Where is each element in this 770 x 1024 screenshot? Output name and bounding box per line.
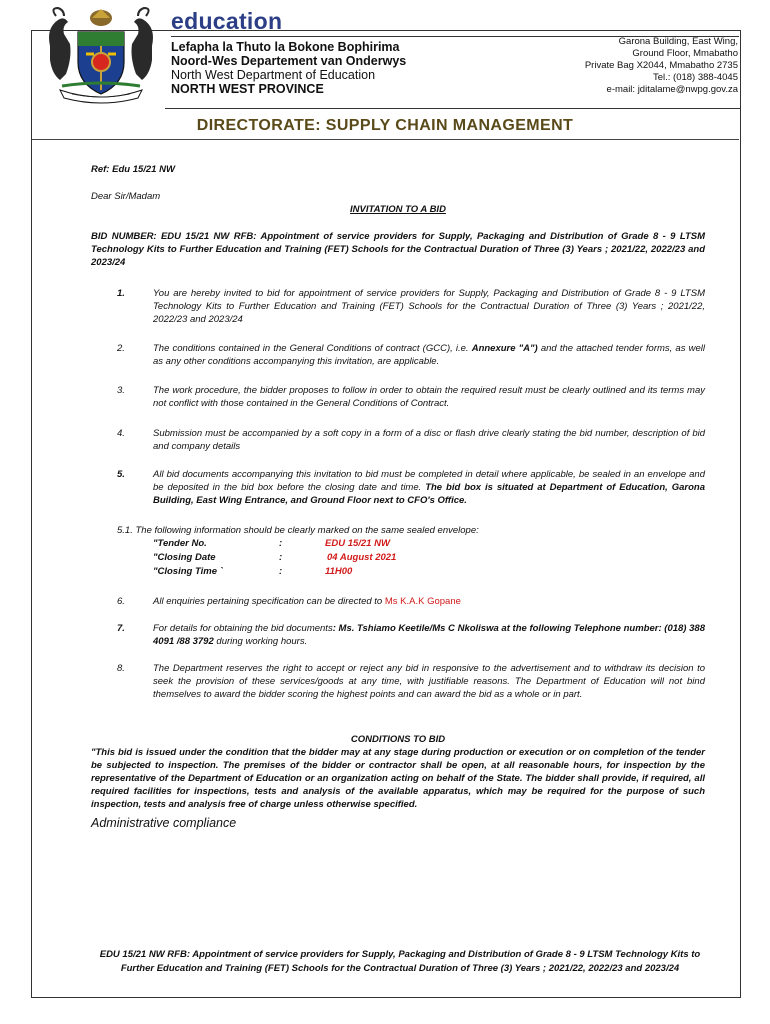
item-number: 6. bbox=[117, 596, 125, 607]
bid-number: BID NUMBER: EDU 15/21 NW RFB: Appointment of service providers for Supply, Packaging and Distribution of Grade 8 - 9 LTSM Technology Kits to Further Education and Training (FET) Schools for the Contractual Duration of Three (3) Years ; 2021/22, 2022/23 and 2023/24 bbox=[91, 231, 705, 268]
dept-name-setswana: Lefapha la Thuto la Bokone Bophirima bbox=[171, 40, 400, 54]
item-number: 8. bbox=[117, 663, 125, 674]
tender-number-value: EDU 15/21 NW bbox=[325, 538, 390, 549]
conditions-title: CONDITIONS TO BID bbox=[350, 734, 446, 745]
item-number: 5. bbox=[117, 469, 125, 480]
item-text: Submission must be accompanied by a soft copy in a form of a disc or flash drive clearly stating the bid number, description of bid and company details bbox=[153, 428, 705, 452]
header-rule bbox=[165, 108, 740, 109]
contact-details: : Ms. Tshiamo Keetile/Ms C Nkoliswa at the following Telephone number: (018) 388 4091 /88 3792 bbox=[153, 623, 705, 647]
field-label: "Closing Date bbox=[153, 552, 216, 563]
closing-time-value: 11H00 bbox=[325, 566, 353, 577]
item-number: 4. bbox=[117, 428, 125, 439]
item-number: 1. bbox=[117, 288, 125, 299]
dept-name-afrikaans: Noord-Wes Departement van Onderwys bbox=[171, 54, 407, 68]
page-footer: EDU 15/21 NW RFB: Appointment of service providers for Supply, Packaging and Distribution of Grade 8 - 9 LTSM Technology Kits to Further Education and Training (FET) Schools for the Contractual Duration of Three (3) Years ; 2021/22, 2022/23 and 2023/24 bbox=[99, 949, 701, 974]
item-number: 3. bbox=[117, 385, 125, 396]
address-line: Private Bag X2044, Mmabatho 2735 bbox=[584, 60, 738, 71]
item-number: 7. bbox=[117, 623, 125, 634]
item-number: 2. bbox=[117, 343, 125, 354]
letter-title: INVITATION TO A BID bbox=[350, 204, 446, 215]
telephone-line: Tel.: (018) 388-4045 bbox=[652, 72, 738, 83]
field-label: "Tender No. bbox=[153, 538, 207, 549]
administrative-compliance-heading: Administrative compliance bbox=[91, 816, 237, 830]
field-separator: : bbox=[279, 566, 283, 577]
coat-of-arms-logo bbox=[42, 6, 160, 104]
brand-word: education bbox=[171, 8, 283, 34]
reference: Ref: Edu 15/21 NW bbox=[91, 164, 175, 175]
dept-name-english: North West Department of Education bbox=[171, 68, 376, 82]
bid-box-location: The bid box is situated at Department of Education, Garona Building, East Wing Entrance, and Ground Floor next to CFO's Office. bbox=[153, 482, 705, 506]
address-line: Garona Building, East Wing, bbox=[618, 36, 738, 47]
field-label: "Closing Time ` bbox=[153, 566, 223, 577]
closing-date-value: 04 August 2021 bbox=[327, 552, 397, 563]
email-line: e-mail: jditalame@nwpg.gov.za bbox=[606, 84, 738, 95]
address-line: Ground Floor, Mmabatho bbox=[632, 48, 738, 59]
item-text: The work procedure, the bidder proposes to follow in order to obtain the required result must be clearly outlined and its terms may not conflict with those contained in the General Conditions of Contract. bbox=[153, 385, 705, 409]
province-name: NORTH WEST PROVINCE bbox=[171, 82, 324, 96]
subsection-intro: 5.1. The following information should be clearly marked on the same sealed envelope: bbox=[117, 525, 479, 536]
field-separator: : bbox=[279, 552, 283, 563]
item-text: The conditions contained in the General Conditions of contract (GCC), i.e. Annexure "A") and the attached tender forms, as well as any other conditions accompanying this invitation, are applicable. bbox=[153, 343, 705, 367]
directorate-rule bbox=[32, 139, 739, 140]
field-separator: : bbox=[279, 538, 283, 549]
department-names bbox=[171, 40, 406, 96]
address-block bbox=[585, 36, 738, 96]
item-text: All enquiries pertaining specification can be directed to Ms K.A.K Gopane bbox=[153, 596, 461, 607]
directorate-heading: DIRECTORATE: SUPPLY CHAIN MANAGEMENT bbox=[196, 117, 574, 134]
salutation: Dear Sir/Madam bbox=[91, 191, 161, 202]
contact-person: Ms K.A.K Gopane bbox=[384, 596, 461, 607]
item-text: All bid documents accompanying this invitation to bid must be completed in detail where applicable, be sealed in an envelope and be deposited in the bid box before the closing date and time. The bid box is situated at Department of Education, Garona Building, East Wing Entrance, and Ground Floor next to CFO's Office. bbox=[153, 469, 705, 506]
annexure-reference: Annexure "A") bbox=[471, 343, 538, 354]
item-text: You are hereby invited to bid for appointment of service providers for Supply, Packaging and Distribution of Grade 8 - 9 LTSM Technology Kits to Further Education and Training (FET) Schools for the Contractual Duration of Three (3) Years ; 2021/22, 2022/23 and 2023/24 bbox=[153, 288, 705, 325]
conditions-text: "This bid is issued under the condition that the bidder may at any stage during production or execution or on completion of the tender be subjected to inspection. The premises of the bidder or contractor shall be open, at all reasonable hours, for inspection by the representative of the Department of Education or an organization acting on behalf of the State. The bidder shall provide, if required, all required facilities for inspections, tests and analysis of the available apparatus, which may be required for the purpose of such inspection, tests and analysis free of charge unless otherwise specified. bbox=[91, 747, 705, 810]
item-text: For details for obtaining the bid documents: Ms. Tshiamo Keetile/Ms C Nkoliswa at the following Telephone number: (018) 388 4091 /88 3792 during working hours. bbox=[153, 623, 705, 647]
item-text: The Department reserves the right to accept or reject any bid in responsive to the advertisement and to withdraw its decision to seek the provision of these services/goods at any time, with justifiable reasons. The Department of Education will not bind themselves to award the bidder scoring the highest points and can award the bid as a whole or in part. bbox=[153, 663, 705, 700]
